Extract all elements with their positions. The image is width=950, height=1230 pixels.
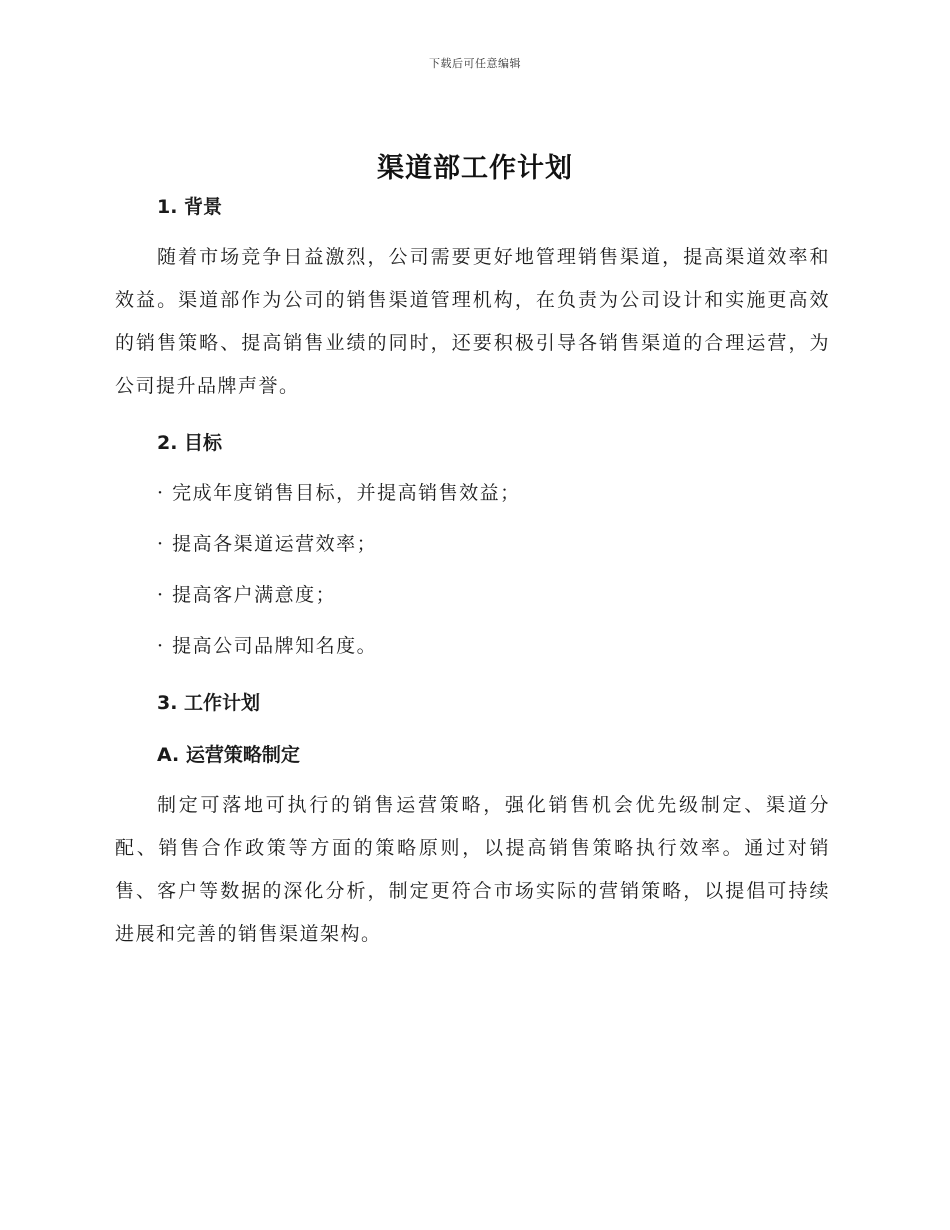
list-item: · 提高各渠道运营效率； — [157, 533, 378, 555]
background-paragraph: 随着市场竞争日益激烈，公司需要更好地管理销售渠道，提高渠道效率和效益。渠道部作为公司的销售渠道管理机构，在负责为公司设计和实施更高效的销售策略、提高销售业绩的同时，还要积极引导各销售渠道的合理运营，为公司提升品牌声誉。 — [115, 246, 830, 397]
subsection-heading-strategy: A. 运营策略制定 — [157, 744, 300, 766]
section-heading-goals: 2. 目标 — [157, 432, 223, 454]
list-item: · 提高客户满意度； — [157, 584, 337, 606]
header-note: 下载后可任意编辑 — [429, 57, 521, 70]
list-item: · 完成年度销售目标，并提高销售效益； — [157, 482, 521, 504]
section-heading-background: 1. 背景 — [157, 196, 223, 218]
document-body — [115, 190, 830, 956]
list-item: · 提高公司品牌知名度。 — [157, 635, 378, 657]
strategy-paragraph: 制定可落地可执行的销售运营策略，强化销售机会优先级制定、渠道分配、销售合作政策等方面的策略原则，以提高销售策略执行效率。通过对销售、客户等数据的深化分析，制定更符合市场实际的营销策略，以提倡可持续进展和完善的销售渠道架构。 — [115, 794, 830, 945]
goals-list — [115, 472, 830, 668]
section-heading-plan: 3. 工作计划 — [157, 692, 261, 714]
page-title: 渠道部工作计划 — [377, 153, 573, 184]
